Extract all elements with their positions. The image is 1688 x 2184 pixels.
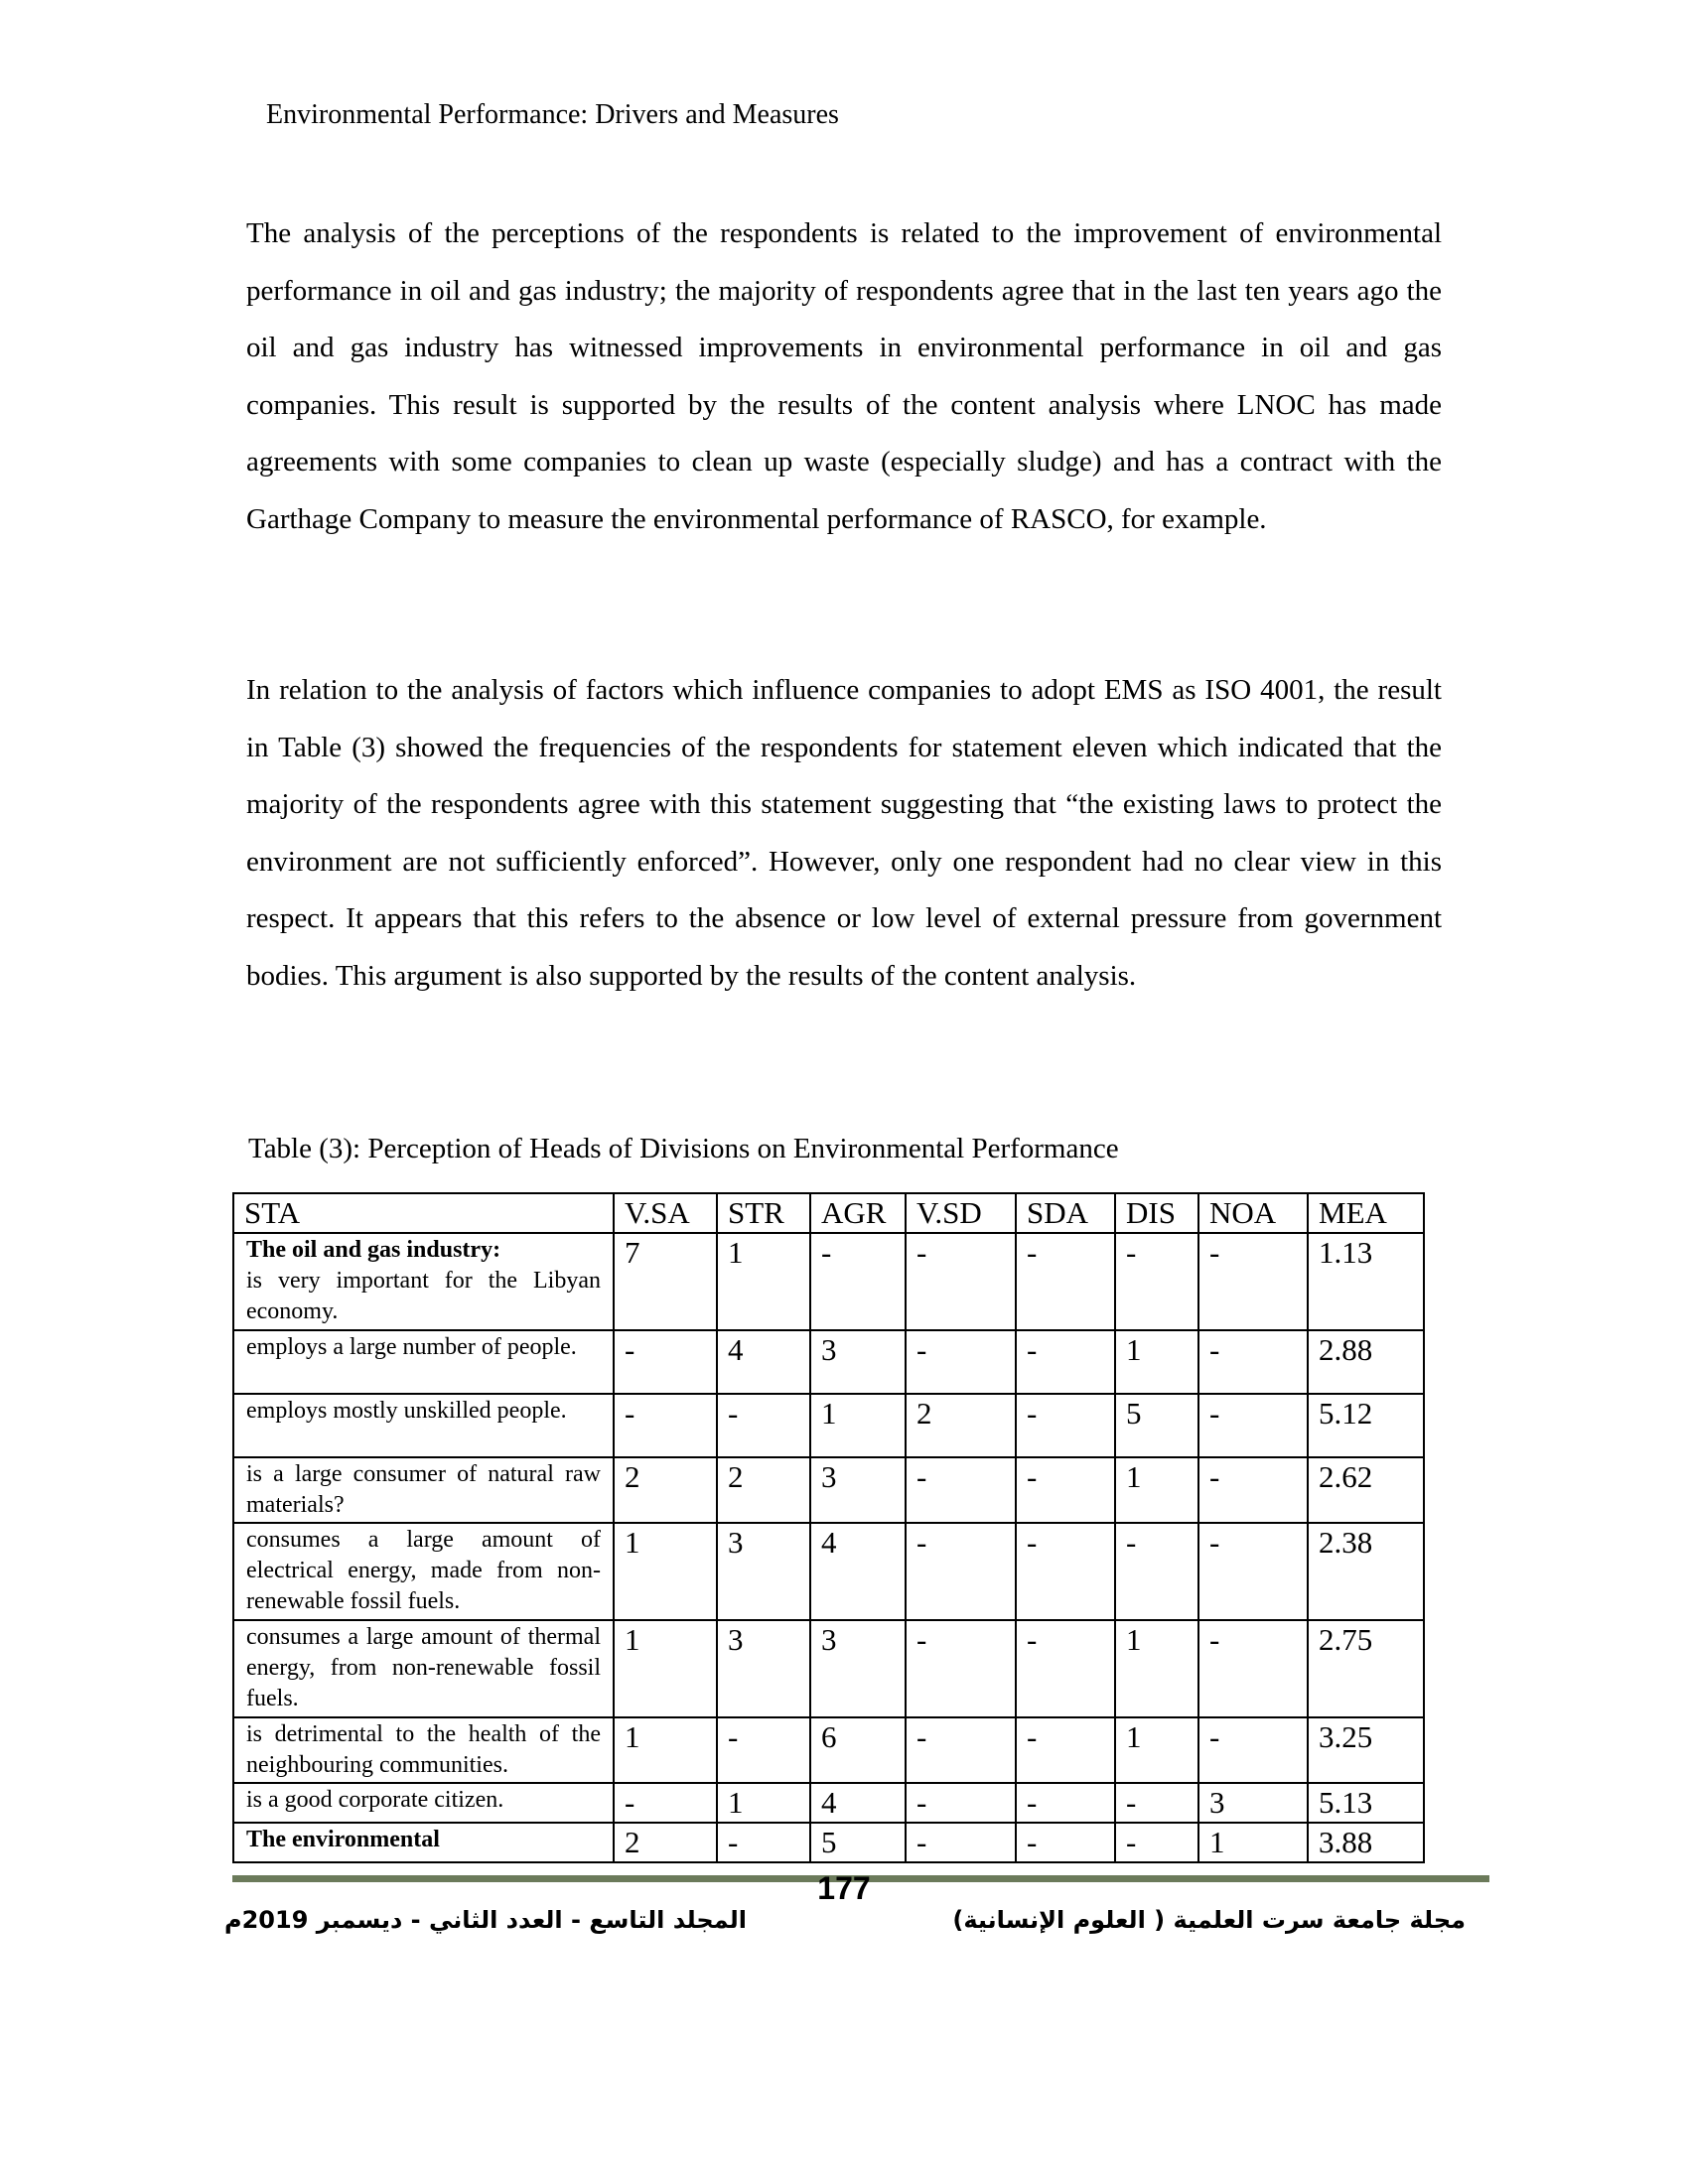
value-cell: - [717, 1823, 810, 1862]
issue-info: المجلد التاسع - العدد الثاني - ديسمبر 2019م [224, 1906, 747, 1934]
value-cell: - [1198, 1717, 1308, 1783]
statement-cell [233, 1330, 614, 1394]
column-header: SDA [1016, 1193, 1115, 1233]
statement-text: is a good corporate citizen. [246, 1787, 504, 1813]
value-cell: - [1198, 1457, 1308, 1523]
value-cell: - [906, 1523, 1016, 1620]
column-header: V.SD [906, 1193, 1016, 1233]
statement-text: consumes a large amount of thermal energy, from non-renewable fossil fuels. [246, 1624, 601, 1711]
value-cell: - [1016, 1523, 1115, 1620]
value-cell: 3 [810, 1457, 906, 1523]
journal-name: مجلة جامعة سرت العلمية ( العلوم الإنسانية) [952, 1906, 1466, 1934]
value-cell: - [717, 1394, 810, 1457]
statement-cell [233, 1233, 614, 1330]
value-cell: 3.88 [1308, 1823, 1424, 1862]
table-row [233, 1717, 1424, 1783]
value-cell: - [614, 1783, 717, 1823]
value-cell: 2.88 [1308, 1330, 1424, 1394]
value-cell: - [1115, 1823, 1198, 1862]
column-header: STA [233, 1193, 614, 1233]
value-cell: 1 [1115, 1457, 1198, 1523]
statement-cell [233, 1717, 614, 1783]
value-cell: 2.75 [1308, 1620, 1424, 1717]
value-cell: - [1198, 1523, 1308, 1620]
value-cell: - [1016, 1394, 1115, 1457]
value-cell: - [1198, 1330, 1308, 1394]
statement-text: employs mostly unskilled people. [246, 1398, 567, 1424]
table-row [233, 1233, 1424, 1330]
value-cell: 3 [717, 1523, 810, 1620]
value-cell: 1.13 [1308, 1233, 1424, 1330]
value-cell: - [906, 1717, 1016, 1783]
value-cell: 1 [1198, 1823, 1308, 1862]
perception-table [232, 1192, 1425, 1863]
value-cell: - [1198, 1620, 1308, 1717]
value-cell: 1 [717, 1783, 810, 1823]
value-cell: 6 [810, 1717, 906, 1783]
statement-cell [233, 1457, 614, 1523]
value-cell: 2 [614, 1823, 717, 1862]
value-cell: 5 [810, 1823, 906, 1862]
value-cell: 1 [614, 1717, 717, 1783]
column-header: MEA [1308, 1193, 1424, 1233]
value-cell: - [1016, 1823, 1115, 1862]
statement-heading: The environmental [246, 1827, 440, 1852]
value-cell: 1 [614, 1523, 717, 1620]
value-cell: 7 [614, 1233, 717, 1330]
column-header: NOA [1198, 1193, 1308, 1233]
value-cell: 1 [717, 1233, 810, 1330]
value-cell: 3 [717, 1620, 810, 1717]
value-cell: 1 [614, 1620, 717, 1717]
table-row [233, 1330, 1424, 1394]
statement-text: is detrimental to the health of the neighbouring communities. [246, 1721, 601, 1778]
value-cell: - [1016, 1233, 1115, 1330]
value-cell: - [614, 1394, 717, 1457]
value-cell: 3 [810, 1330, 906, 1394]
value-cell: - [906, 1330, 1016, 1394]
table-header-row [233, 1193, 1424, 1233]
column-header: DIS [1115, 1193, 1198, 1233]
table-row [233, 1620, 1424, 1717]
value-cell: 2 [614, 1457, 717, 1523]
value-cell: 5.13 [1308, 1783, 1424, 1823]
table-caption: Table (3): Perception of Heads of Divisions on Environmental Performance [248, 1133, 1119, 1164]
statement-cell [233, 1394, 614, 1457]
value-cell: - [1016, 1457, 1115, 1523]
table-body [233, 1233, 1424, 1862]
value-cell: - [810, 1233, 906, 1330]
value-cell: 1 [1115, 1620, 1198, 1717]
table-row [233, 1457, 1424, 1523]
value-cell: 5.12 [1308, 1394, 1424, 1457]
statement-cell [233, 1523, 614, 1620]
value-cell: 3.25 [1308, 1717, 1424, 1783]
table-row [233, 1523, 1424, 1620]
value-cell: - [614, 1330, 717, 1394]
value-cell: 4 [810, 1523, 906, 1620]
statement-heading: The oil and gas industry: [246, 1237, 501, 1263]
value-cell: 4 [717, 1330, 810, 1394]
body-paragraph-1: The analysis of the perceptions of the respondents is related to the improvement of environmental performance in oil and gas industry; the majority of respondents agree that in the last ten years ago the oil and gas industry has witnessed improvements in environmental performance in oil and gas companies. This result is supported by the results of the content analysis where LNOC has made agreements with some companies to clean up waste (especially sludge) and has a contract with the Garthage Company to measure the environmental performance of RASCO, for example. [246, 217, 1442, 535]
running-header: Environmental Performance: Drivers and Measures [266, 99, 839, 130]
value-cell: - [1115, 1523, 1198, 1620]
column-header: V.SA [614, 1193, 717, 1233]
statement-cell [233, 1620, 614, 1717]
statement-text: consumes a large amount of electrical energy, made from non-renewable fossil fuels. [246, 1527, 601, 1614]
value-cell: 2 [906, 1394, 1016, 1457]
value-cell: 3 [1198, 1783, 1308, 1823]
value-cell: 1 [1115, 1330, 1198, 1394]
value-cell: 2.62 [1308, 1457, 1424, 1523]
table-row [233, 1394, 1424, 1457]
value-cell: 1 [1115, 1717, 1198, 1783]
value-cell: - [1198, 1233, 1308, 1330]
statement-cell [233, 1783, 614, 1823]
value-cell: - [717, 1717, 810, 1783]
value-cell: - [906, 1620, 1016, 1717]
statement-text: is very important for the Libyan economy. [246, 1268, 601, 1324]
statement-cell [233, 1823, 614, 1862]
value-cell: - [1016, 1717, 1115, 1783]
value-cell: 2 [717, 1457, 810, 1523]
value-cell: - [906, 1233, 1016, 1330]
value-cell: 4 [810, 1783, 906, 1823]
value-cell: - [906, 1823, 1016, 1862]
value-cell: - [906, 1783, 1016, 1823]
value-cell: - [1016, 1783, 1115, 1823]
value-cell: 2.38 [1308, 1523, 1424, 1620]
column-header: AGR [810, 1193, 906, 1233]
value-cell: 1 [810, 1394, 906, 1457]
table-row [233, 1823, 1424, 1862]
statement-text: is a large consumer of natural raw materials? [246, 1461, 601, 1518]
statement-text: employs a large number of people. [246, 1334, 577, 1360]
value-cell: - [1115, 1783, 1198, 1823]
table-row [233, 1783, 1424, 1823]
value-cell: - [906, 1457, 1016, 1523]
body-paragraph-2: In relation to the analysis of factors which influence companies to adopt EMS as ISO 4001, the result in Table (3) showed the frequencies of the respondents for statement eleven which indicated that the majority of the respondents agree with this statement suggesting that “the existing laws to protect the environment are not sufficiently enforced”. However, only one respondent had no clear view in this respect. It appears that this refers to the absence or low level of external pressure from government bodies. This argument is also supported by the results of the content analysis. [246, 674, 1442, 992]
value-cell: 5 [1115, 1394, 1198, 1457]
value-cell: - [1115, 1233, 1198, 1330]
value-cell: - [1016, 1330, 1115, 1394]
value-cell: - [1016, 1620, 1115, 1717]
page-number: 177 [817, 1870, 871, 1906]
value-cell: 3 [810, 1620, 906, 1717]
column-header: STR [717, 1193, 810, 1233]
value-cell: - [1198, 1394, 1308, 1457]
